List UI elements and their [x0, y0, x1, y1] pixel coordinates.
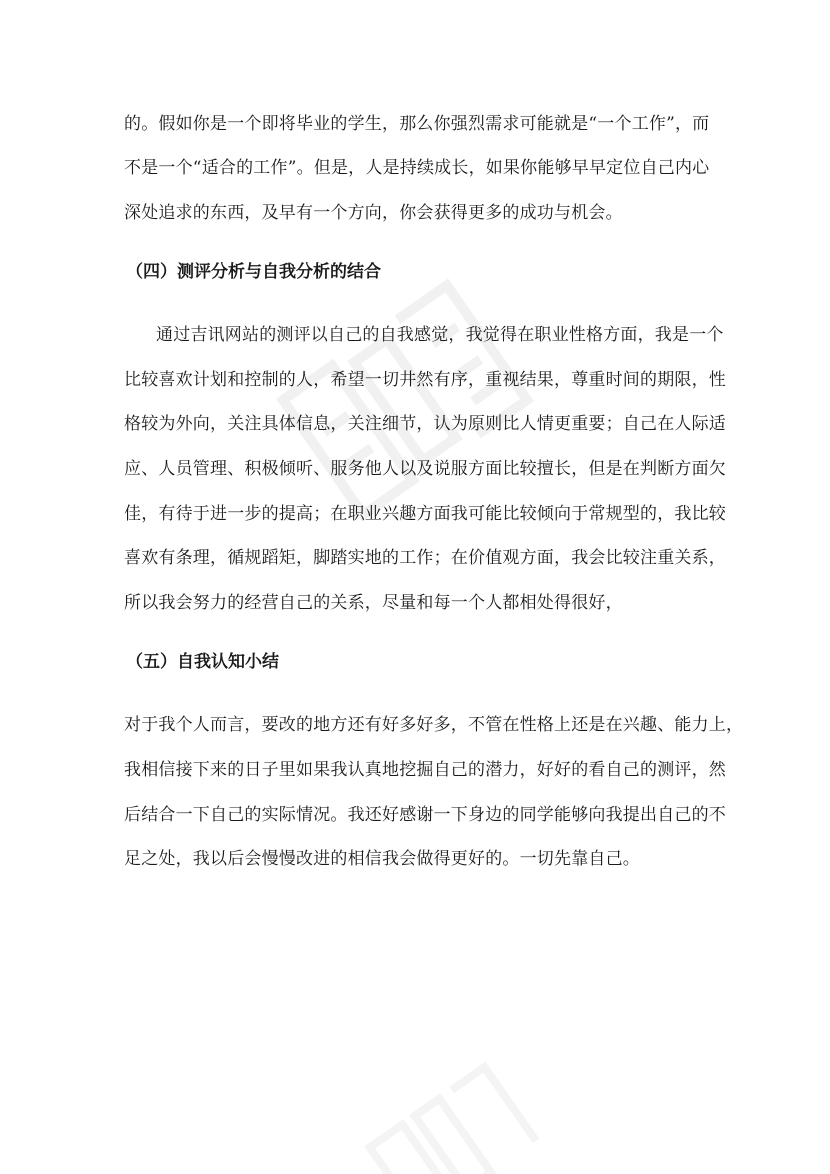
intro-line-2: 不是一个“适合的工作”。但是，人是持续成长，如果你能够早早定位自己内心 [124, 158, 710, 178]
section-four-line-1: 通过吉讯网站的测评以自己的自我感觉，我觉得在职业性格方面，我是一个 [156, 325, 724, 345]
section-five-heading: （五）自我认知小结 [126, 652, 279, 672]
section-four-heading: （四）测评分析与自我分析的结合 [126, 262, 381, 282]
section-five-line-4: 足之处，我以后会慢慢改进的相信我会做得更好的。一切先靠自己。 [124, 849, 640, 869]
section-four-line-4: 应、人员管理、积极倾听、服务他人以及说服方面比较擅长，但是在判断方面欠 [124, 459, 726, 479]
section-four-line-6: 喜欢有条理，循规蹈矩，脚踏实地的工作；在价值观方面，我会比较注重关系， [124, 548, 726, 568]
section-four-line-7: 所以我会努力的经营自己的关系，尽量和每一个人都相处得很好， [124, 593, 623, 613]
section-five-line-2: 我相信接下来的日子里如果我认真地挖掘自己的潜力，好好的看自己的测评，然 [124, 760, 726, 780]
intro-line-1: 的。假如你是一个即将毕业的学生，那么你强烈需求可能就是“一个工作”，而 [124, 114, 710, 134]
intro-line-3: 深处追求的东西，及早有一个方向，你会获得更多的成功与机会。 [124, 203, 623, 223]
section-four-line-5: 佳，有待于进一步的提高；在职业兴趣方面我可能比较倾向于常规型的，我比较 [124, 504, 726, 524]
watermark-logo-bottom [350, 1045, 550, 1174]
section-four-line-3: 格较为外向，关注具体信息，关注细节，认为原则比人情更重要；自己在人际适 [124, 414, 726, 434]
section-four-line-2: 比较喜欢计划和控制的人，希望一切井然有序，重视结果，尊重时间的期限，性 [124, 370, 726, 390]
section-five-line-3: 后结合一下自己的实际情况。我还好感谢一下身边的同学能够向我提出自己的不 [124, 805, 726, 825]
section-five-line-1: 对于我个人而言，要改的地方还有好多好多，不管在性格上还是在兴趣、能力上， [124, 715, 744, 735]
